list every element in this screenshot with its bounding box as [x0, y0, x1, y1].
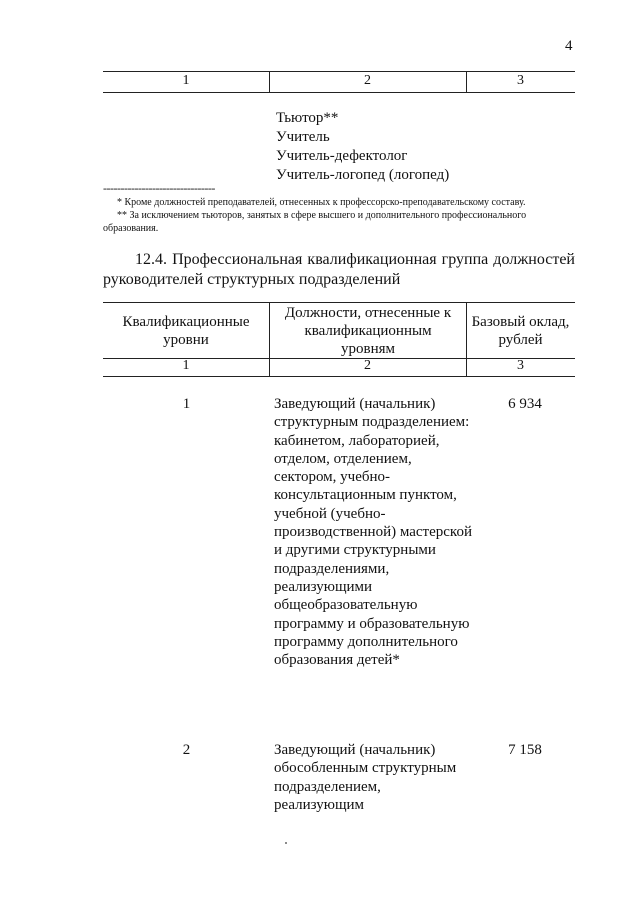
header-levels: Квалификационные уровни	[122, 314, 250, 348]
qualification-level: 2	[182, 742, 191, 758]
table-number-row	[103, 357, 575, 377]
number-col-1: 1	[182, 358, 190, 373]
position-item: Учитель	[276, 129, 330, 145]
header-col-1: 1	[182, 73, 190, 88]
header-col-3: 3	[517, 73, 524, 88]
column-divider	[269, 303, 270, 358]
footnote-1: * Кроме должностей преподавателей, отнесенных к профессорско-преподавательскому составу.	[117, 197, 526, 208]
base-salary: 6 934	[508, 396, 542, 412]
header-positions: Должности, отнесенные к квалификационным уровням	[284, 305, 452, 357]
header-salary: Базовый оклад, рублей	[471, 314, 570, 348]
number-col-3: 3	[517, 358, 524, 373]
scan-speck	[285, 842, 287, 844]
base-salary: 7 158	[508, 742, 542, 758]
footnote-2: ** За исключением тьюторов, занятых в сфере высшего и дополнительного профессионального образования.	[103, 210, 527, 234]
position-description: Заведующий (начальник) обособленным структурным подразделением, реализующим	[274, 742, 457, 813]
table-header	[103, 302, 575, 359]
footnote-separator: --------------------------------	[103, 181, 215, 195]
position-item: Учитель-дефектолог	[276, 148, 408, 164]
position-description: Заведующий (начальник) структурным подразделением: кабинетом, лабораторией, отделом, отделением, сектором, учебно-консультационным пунктом, учебной (учебно-производственной) мастерской и другими структурными подразделениями, реализующими общеобразовательную программу и образовательную программу дополнительного образования детей*	[274, 396, 472, 669]
position-item: Учитель-логопед (логопед)	[276, 167, 450, 183]
footnotes	[103, 196, 575, 235]
continuation-table-header	[103, 71, 575, 93]
section-title-line-1: 12.4. Профессиональная квалификационная группа должностей	[135, 251, 575, 268]
number-col-2: 2	[364, 358, 371, 373]
header-col-2: 2	[364, 73, 371, 88]
page-number: 4	[565, 38, 573, 54]
section-title	[103, 250, 575, 290]
section-title-line-2: руководителей структурных подразделений	[103, 271, 401, 288]
qualification-level: 1	[182, 396, 191, 412]
position-item: Тьютор**	[276, 110, 339, 126]
continued-positions-list	[276, 109, 449, 185]
